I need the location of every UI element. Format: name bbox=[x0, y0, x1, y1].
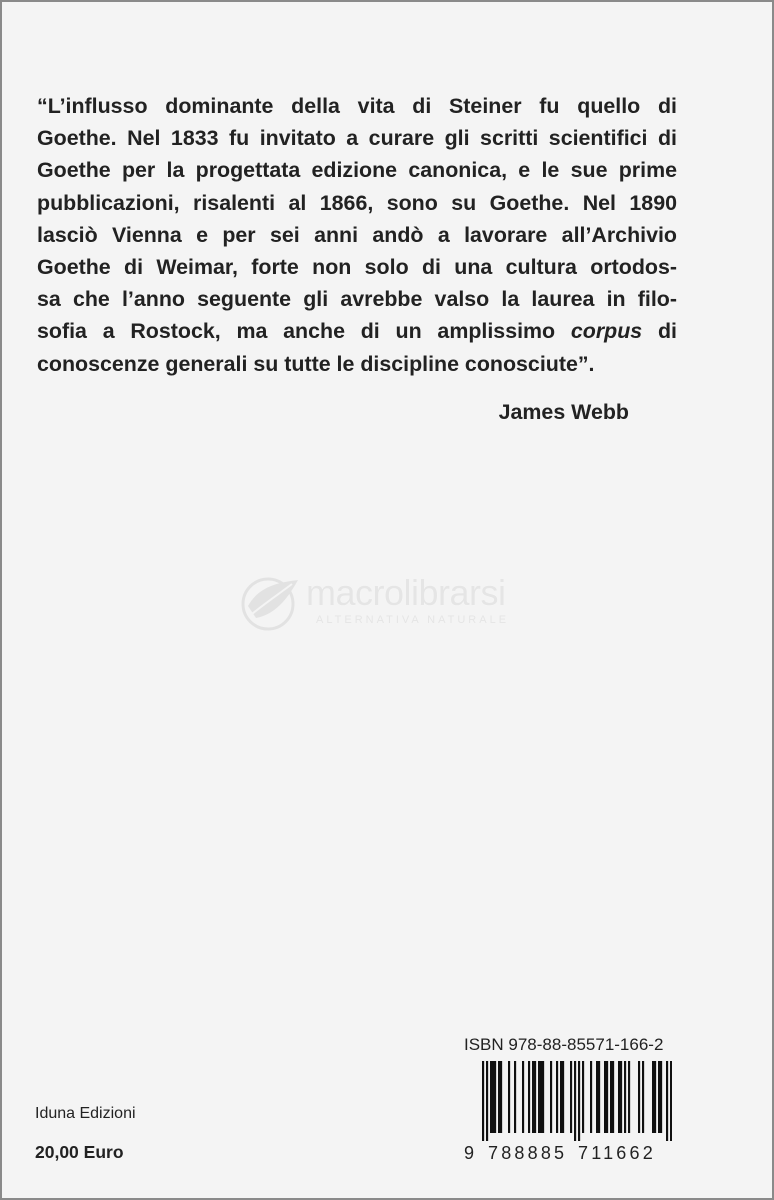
barcode-bar bbox=[490, 1061, 492, 1133]
quote-text: di bbox=[642, 319, 677, 344]
barcode-bar bbox=[618, 1061, 620, 1133]
watermark-brand: macrolibrarsi bbox=[306, 572, 506, 613]
barcode-bar bbox=[658, 1061, 660, 1133]
quote-line: sa che l’anno seguente gli avrebbe valso la laurea in filo- bbox=[37, 287, 677, 312]
barcode-bar bbox=[508, 1061, 510, 1133]
barcode-bar bbox=[606, 1061, 608, 1133]
barcode-bar bbox=[498, 1061, 500, 1133]
quote-text: sofia a Rostock, ma anche di un amplissimo bbox=[37, 319, 571, 344]
barcode-bar bbox=[534, 1061, 536, 1133]
barcode-bar bbox=[628, 1061, 630, 1133]
quote-italic-word: corpus bbox=[570, 319, 643, 344]
barcode-bar bbox=[620, 1061, 622, 1133]
barcode-bar bbox=[494, 1061, 496, 1133]
barcode-bar bbox=[500, 1061, 502, 1133]
back-cover-quote bbox=[37, 90, 677, 380]
barcode-bar bbox=[560, 1061, 562, 1133]
barcode-bar bbox=[604, 1061, 606, 1133]
barcode-bar bbox=[590, 1061, 592, 1133]
barcode-bar bbox=[482, 1061, 484, 1141]
barcode-bar bbox=[624, 1061, 626, 1133]
watermark bbox=[238, 570, 548, 640]
quote-line: pubblicazioni, risalenti al 1866, sono su Goethe. Nel 1890 bbox=[37, 190, 677, 215]
barcode-bar bbox=[542, 1061, 544, 1133]
barcode-bar bbox=[578, 1061, 580, 1141]
barcode-bar bbox=[570, 1061, 572, 1133]
barcode-bar bbox=[582, 1061, 584, 1133]
leaf-circle-icon bbox=[238, 574, 302, 632]
barcode-bar bbox=[522, 1061, 524, 1133]
quote-line: Goethe di Weimar, forte non solo di una cultura ortodos- bbox=[37, 255, 677, 280]
price: 20,00 Euro bbox=[35, 1142, 124, 1162]
barcode-bar bbox=[642, 1061, 644, 1133]
barcode-first-digit: 9 bbox=[464, 1143, 475, 1163]
barcode-left-digits: 788885 bbox=[488, 1143, 568, 1163]
quote-line: Goethe. Nel 1833 fu invitato a curare gli scritti scientifici di bbox=[37, 126, 677, 151]
barcode-bar bbox=[574, 1061, 576, 1141]
barcode-bar bbox=[538, 1061, 540, 1133]
barcode-bar bbox=[528, 1061, 530, 1133]
barcode-bar bbox=[556, 1061, 558, 1133]
barcode-bar bbox=[492, 1061, 494, 1133]
barcode-bar bbox=[638, 1061, 640, 1133]
quote-line: conoscenze generali su tutte le discipline conosciute”. bbox=[37, 351, 595, 376]
barcode-bar bbox=[666, 1061, 668, 1141]
watermark-tagline: ALTERNATIVA NATURALE bbox=[316, 614, 510, 626]
quote-author: James Webb bbox=[498, 400, 629, 424]
barcode-bars bbox=[482, 1061, 672, 1141]
quote-line: “L’influsso dominante della vita di Steiner fu quello di bbox=[37, 94, 677, 118]
barcode-bar bbox=[562, 1061, 564, 1133]
barcode-bar bbox=[514, 1061, 516, 1133]
isbn-number: ISBN 978-88-85571-166-2 bbox=[464, 1035, 664, 1054]
barcode-bar bbox=[612, 1061, 614, 1133]
barcode-bar bbox=[596, 1061, 598, 1133]
quote-line: Goethe per la progettata edizione canonica, e le sue prime bbox=[37, 158, 677, 183]
barcode-bar bbox=[550, 1061, 552, 1133]
barcode-bar bbox=[610, 1061, 612, 1133]
barcode-bar bbox=[652, 1061, 654, 1133]
barcode-bar bbox=[540, 1061, 542, 1133]
barcode bbox=[464, 1061, 672, 1171]
barcode-bar bbox=[670, 1061, 672, 1141]
publisher-name: Iduna Edizioni bbox=[35, 1105, 136, 1122]
barcode-bar bbox=[598, 1061, 600, 1133]
barcode-bar bbox=[660, 1061, 662, 1133]
barcode-bar bbox=[532, 1061, 534, 1133]
quote-line: lasciò Vienna e per sei anni andò a lavorare all’Archivio bbox=[37, 222, 677, 247]
barcode-right-digits: 711662 bbox=[578, 1143, 656, 1163]
barcode-bar bbox=[486, 1061, 488, 1141]
quote-line bbox=[37, 315, 677, 347]
barcode-bar bbox=[654, 1061, 656, 1133]
